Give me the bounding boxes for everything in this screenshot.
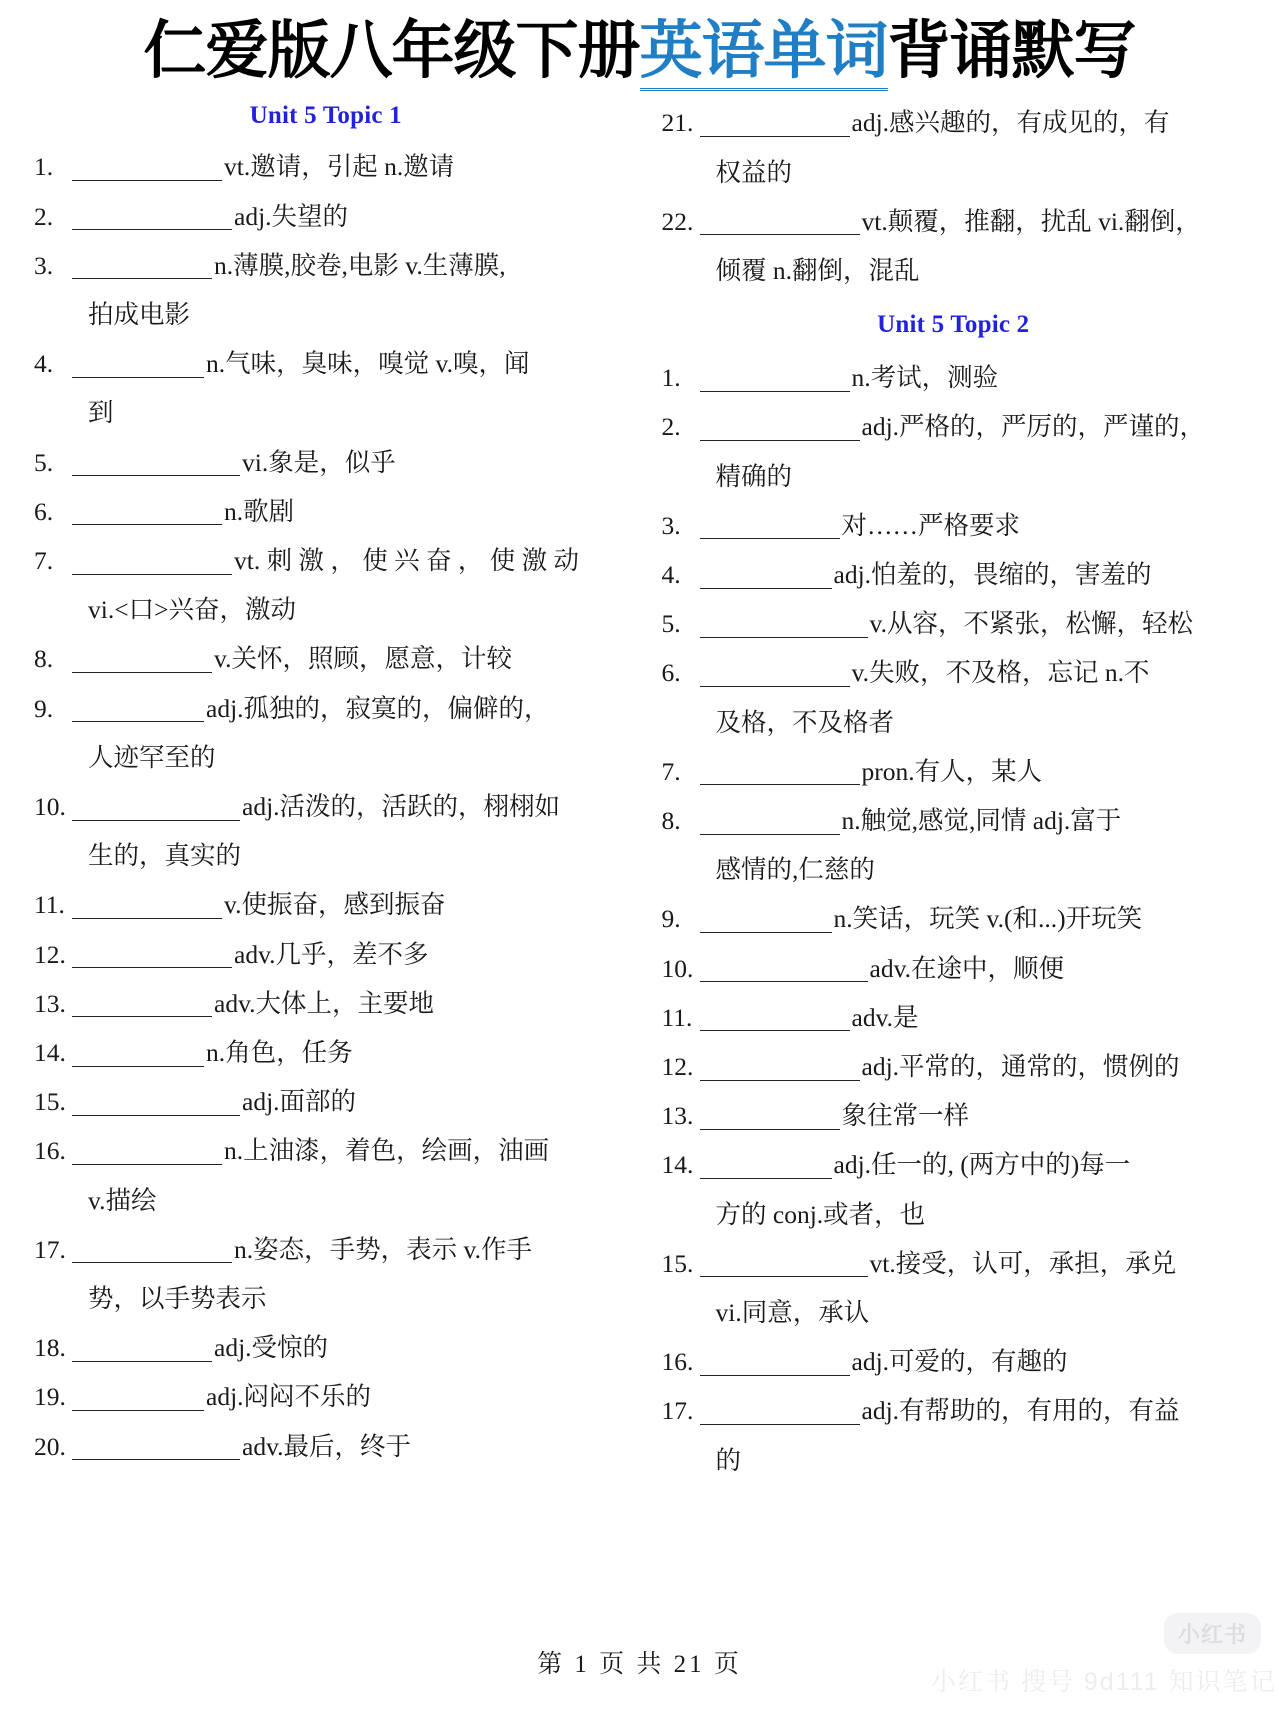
entry-number: 7. bbox=[661, 756, 681, 786]
answer-blank[interactable] bbox=[72, 252, 212, 280]
vocab-entry bbox=[34, 438, 618, 487]
entry-definition: adj.失望的 bbox=[234, 201, 349, 231]
unit-heading-topic-2: Unit 5 Topic 2 bbox=[877, 311, 1030, 339]
vocab-entry bbox=[34, 241, 618, 339]
entry-definition: n.角色，任务 bbox=[206, 1037, 353, 1067]
vocab-entry bbox=[662, 648, 1246, 746]
entry-definition-continued: 方的 conj.或者，也 bbox=[715, 1199, 926, 1229]
entry-number: 15. bbox=[661, 1248, 694, 1278]
entry-definition: adj.活泼的，活跃的，栩栩如 bbox=[242, 791, 561, 821]
page-footer: 第 1 页 共 21 页 bbox=[537, 1651, 742, 1678]
entry-definition-continued: 到 bbox=[88, 398, 114, 428]
answer-blank[interactable] bbox=[72, 1383, 204, 1411]
right-column bbox=[640, 98, 1246, 1484]
entry-definition-continued: 的 bbox=[715, 1445, 742, 1475]
answer-blank[interactable] bbox=[700, 1348, 850, 1376]
entry-number: 10. bbox=[34, 791, 66, 821]
watermark-badge: 小红书 bbox=[1164, 1613, 1261, 1654]
entry-number: 19. bbox=[34, 1382, 66, 1412]
answer-blank[interactable] bbox=[72, 448, 240, 476]
vocab-entry bbox=[662, 1386, 1246, 1484]
entry-definition: adj.感兴趣的，有成见的，有 bbox=[851, 108, 1170, 138]
entry-definition-continued: 精确的 bbox=[715, 461, 793, 491]
vocab-entry bbox=[662, 550, 1246, 599]
vocab-entry bbox=[662, 747, 1246, 796]
entry-number: 1. bbox=[661, 363, 681, 393]
entry-number: 3. bbox=[661, 510, 681, 540]
entry-definition: adv.是 bbox=[851, 1002, 919, 1032]
answer-blank[interactable] bbox=[72, 1137, 222, 1165]
entry-number: 5. bbox=[34, 447, 54, 477]
entry-number: 4. bbox=[661, 559, 681, 589]
entry-definition: 象往常一样 bbox=[841, 1101, 970, 1131]
entry-definition: adj.面部的 bbox=[242, 1087, 357, 1117]
entry-number: 21. bbox=[661, 108, 694, 138]
entry-number: 8. bbox=[661, 805, 681, 835]
entry-definition: vi.象是，似乎 bbox=[242, 447, 396, 477]
entry-number: 11. bbox=[661, 1002, 693, 1032]
page-title bbox=[0, 14, 1279, 88]
watermark-text: 小红书 搜号 9d111 知识笔记 bbox=[931, 1668, 1277, 1696]
vocab-entry bbox=[662, 501, 1246, 550]
entry-number: 3. bbox=[34, 250, 54, 280]
entry-number: 16. bbox=[661, 1347, 694, 1377]
vocab-entry bbox=[662, 1239, 1246, 1337]
entry-definition: adj.怕羞的，畏缩的，害羞的 bbox=[833, 559, 1152, 589]
entry-definition: adj.孤独的，寂寞的，偏僻的， bbox=[206, 693, 550, 723]
entry-number: 5. bbox=[661, 609, 681, 639]
vocab-entry bbox=[34, 1225, 618, 1323]
entry-definition: n.薄膜,胶卷,电影 v.生薄膜, bbox=[214, 250, 506, 280]
answer-blank[interactable] bbox=[72, 990, 212, 1018]
answer-blank[interactable] bbox=[700, 109, 850, 137]
vocab-entry bbox=[34, 339, 618, 437]
entry-number: 20. bbox=[34, 1431, 66, 1461]
answer-blank[interactable] bbox=[72, 793, 240, 821]
entry-definition: vt.邀请，引起 n.邀请 bbox=[224, 152, 455, 182]
answer-blank[interactable] bbox=[700, 561, 832, 589]
answer-blank[interactable] bbox=[72, 547, 232, 575]
answer-blank[interactable] bbox=[72, 350, 204, 378]
vocab-entry bbox=[34, 142, 618, 191]
entry-definition: n.歌剧 bbox=[224, 496, 295, 526]
answer-blank[interactable] bbox=[700, 364, 850, 392]
entry-definition-continued: 人迹罕至的 bbox=[88, 742, 216, 772]
entry-definition: adj.可爱的，有趣的 bbox=[851, 1347, 1068, 1377]
entry-number: 1. bbox=[34, 152, 54, 182]
entry-definition: n.考试，测验 bbox=[851, 363, 999, 393]
answer-blank[interactable] bbox=[700, 208, 860, 236]
vocab-entry bbox=[34, 634, 618, 683]
entry-definition: adv.大体上，主要地 bbox=[214, 988, 435, 1018]
vocab-entry bbox=[34, 192, 618, 241]
vocab-entry bbox=[662, 599, 1246, 648]
vocab-entry bbox=[662, 402, 1246, 500]
entry-number: 8. bbox=[34, 644, 54, 674]
right-entry-list bbox=[662, 353, 1246, 1485]
entry-number: 9. bbox=[34, 693, 54, 723]
entry-number: 13. bbox=[34, 988, 66, 1018]
entry-definition: pron.有人，某人 bbox=[861, 756, 1043, 786]
vocab-entry bbox=[34, 536, 618, 634]
entry-definition: adj.严格的，严厉的，严谨的， bbox=[861, 412, 1206, 442]
entry-number: 6. bbox=[661, 658, 681, 688]
vocab-entry bbox=[34, 1126, 618, 1224]
answer-blank[interactable] bbox=[72, 645, 212, 673]
answer-blank[interactable] bbox=[72, 202, 232, 230]
vocab-entry bbox=[34, 1422, 618, 1471]
topic-1-continued-entry-list bbox=[662, 98, 1246, 295]
vocab-entry bbox=[34, 930, 618, 979]
vocab-entry bbox=[34, 979, 618, 1028]
vocab-entry bbox=[34, 1323, 618, 1372]
answer-blank[interactable] bbox=[700, 1102, 840, 1130]
entry-definition: n.姿态，手势，表示 v.作手 bbox=[234, 1234, 532, 1264]
entry-number: 17. bbox=[661, 1396, 694, 1426]
title-part-1: 仁爱版八年级下册 bbox=[143, 16, 640, 86]
answer-blank[interactable] bbox=[700, 1053, 860, 1081]
vocab-entry bbox=[34, 1077, 618, 1126]
vocab-entry bbox=[34, 880, 618, 929]
entry-definition-continued: 拍成电影 bbox=[88, 299, 191, 329]
entry-number: 2. bbox=[34, 201, 54, 231]
entry-definition: adv.最后，终于 bbox=[242, 1431, 412, 1461]
vocab-entry bbox=[662, 353, 1246, 402]
vocab-entry bbox=[662, 1091, 1246, 1140]
entry-definition: adj.平常的，通常的，惯例的 bbox=[861, 1051, 1180, 1081]
answer-blank[interactable] bbox=[700, 905, 832, 933]
answer-blank[interactable] bbox=[700, 1004, 850, 1032]
entry-definition: adj.闷闷不乐的 bbox=[206, 1382, 372, 1412]
entry-number: 17. bbox=[34, 1234, 66, 1264]
entry-definition: n.触觉,感觉,同情 adj.富于 bbox=[841, 805, 1122, 835]
entry-number: 14. bbox=[661, 1150, 694, 1180]
entry-definition: vt.接受，认可，承担，承兑 bbox=[869, 1248, 1177, 1278]
answer-blank[interactable] bbox=[72, 153, 222, 181]
entry-definition: adj.任一的, (两方中的)每一 bbox=[833, 1150, 1131, 1180]
vocab-entry bbox=[662, 796, 1246, 894]
entry-number: 15. bbox=[34, 1087, 66, 1117]
answer-blank[interactable] bbox=[700, 954, 868, 982]
entry-definition: v.失败，不及格，忘记 n.不 bbox=[851, 658, 1150, 688]
title-part-2: 背诵默写 bbox=[887, 16, 1136, 86]
entry-definition: adv.在途中，顺便 bbox=[869, 953, 1065, 983]
entry-definition-continued: 权益的 bbox=[715, 157, 793, 187]
answer-blank[interactable] bbox=[700, 512, 840, 540]
answer-blank[interactable] bbox=[72, 1334, 212, 1362]
entry-number: 16. bbox=[34, 1136, 66, 1166]
answer-blank[interactable] bbox=[72, 891, 222, 919]
entry-definition: 对……严格要求 bbox=[841, 510, 1021, 540]
vocab-entry bbox=[34, 782, 618, 880]
vocab-entry bbox=[34, 487, 618, 536]
entry-definition-continued: v.描绘 bbox=[88, 1185, 157, 1215]
vocab-entry bbox=[662, 98, 1246, 196]
answer-blank[interactable] bbox=[700, 1151, 832, 1179]
entry-definition: n.笑话，玩笑 v.(和...)开玩笑 bbox=[833, 904, 1143, 934]
vocab-entry bbox=[662, 1140, 1246, 1238]
entry-definition-continued: 感情的,仁慈的 bbox=[715, 855, 875, 885]
vocab-entry bbox=[662, 993, 1246, 1042]
entry-definition-continued: vi.<口>兴奋，激动 bbox=[88, 595, 296, 625]
entry-definition: vt. 刺 激 ， 使 兴 奋 ， 使 激 动 bbox=[234, 545, 579, 575]
vocab-entry bbox=[662, 894, 1246, 943]
title-accent-text: 英语单词 bbox=[640, 16, 888, 91]
entry-definition: v.从容，不紧张，松懈，轻松 bbox=[869, 609, 1193, 639]
vocab-entry bbox=[662, 197, 1246, 295]
entry-definition: vt.颠覆，推翻，扰乱 vi.翻倒， bbox=[861, 206, 1201, 236]
vocab-entry bbox=[34, 1372, 618, 1421]
entry-definition-continued: vi.同意，承认 bbox=[715, 1298, 870, 1327]
vocab-entry bbox=[662, 1337, 1246, 1386]
entry-number: 4. bbox=[34, 349, 54, 379]
entry-number: 22. bbox=[661, 206, 694, 236]
answer-blank[interactable] bbox=[700, 659, 850, 687]
entry-number: 13. bbox=[661, 1101, 694, 1131]
entry-definition: adv.几乎，差不多 bbox=[234, 939, 429, 969]
entry-definition-continued: 倾覆 n.翻倒，混乱 bbox=[715, 255, 920, 285]
entry-number: 18. bbox=[34, 1333, 66, 1363]
entry-number: 10. bbox=[661, 953, 694, 983]
left-column bbox=[34, 98, 640, 1484]
entry-number: 12. bbox=[34, 939, 66, 969]
two-column-body bbox=[0, 96, 1279, 1484]
answer-blank[interactable] bbox=[72, 498, 222, 526]
entry-definition: n.气味，臭味，嗅觉 v.嗅，闻 bbox=[206, 349, 530, 379]
answer-blank[interactable] bbox=[700, 807, 840, 835]
entry-number: 2. bbox=[661, 412, 681, 442]
answer-blank[interactable] bbox=[700, 1250, 868, 1278]
unit-heading-topic-1: Unit 5 Topic 1 bbox=[249, 102, 402, 130]
entry-definition: adj.有帮助的，有用的，有益 bbox=[861, 1396, 1180, 1426]
left-entry-list bbox=[34, 142, 618, 1470]
answer-blank[interactable] bbox=[72, 1039, 204, 1067]
answer-blank[interactable] bbox=[72, 694, 204, 722]
answer-blank[interactable] bbox=[72, 940, 232, 968]
answer-blank[interactable] bbox=[700, 758, 860, 786]
answer-blank[interactable] bbox=[700, 413, 860, 441]
answer-blank[interactable] bbox=[700, 1397, 860, 1425]
entry-number: 14. bbox=[34, 1037, 66, 1067]
entry-definition: n.上油漆，着色，绘画，油画 bbox=[224, 1136, 550, 1166]
entry-definition-continued: 势，以手势表示 bbox=[88, 1284, 267, 1313]
vocab-entry bbox=[662, 1042, 1246, 1091]
entry-definition: v.使振奋，感到振奋 bbox=[224, 890, 446, 920]
entry-number: 6. bbox=[34, 496, 54, 526]
entry-definition-continued: 生的，真实的 bbox=[88, 841, 242, 871]
answer-blank[interactable] bbox=[72, 1236, 232, 1264]
entry-number: 11. bbox=[34, 890, 65, 920]
vocab-entry bbox=[34, 1028, 618, 1077]
answer-blank[interactable] bbox=[700, 610, 868, 638]
answer-blank[interactable] bbox=[72, 1088, 240, 1116]
vocab-entry bbox=[662, 944, 1246, 993]
entry-number: 9. bbox=[661, 904, 681, 934]
entry-definition: v.关怀，照顾，愿意，计较 bbox=[214, 644, 512, 674]
entry-number: 12. bbox=[661, 1051, 694, 1081]
entry-definition: adj.受惊的 bbox=[214, 1333, 329, 1363]
entry-number: 7. bbox=[34, 545, 54, 575]
vocab-entry bbox=[34, 684, 618, 782]
entry-definition-continued: 及格，不及格者 bbox=[715, 707, 895, 737]
answer-blank[interactable] bbox=[72, 1432, 240, 1460]
